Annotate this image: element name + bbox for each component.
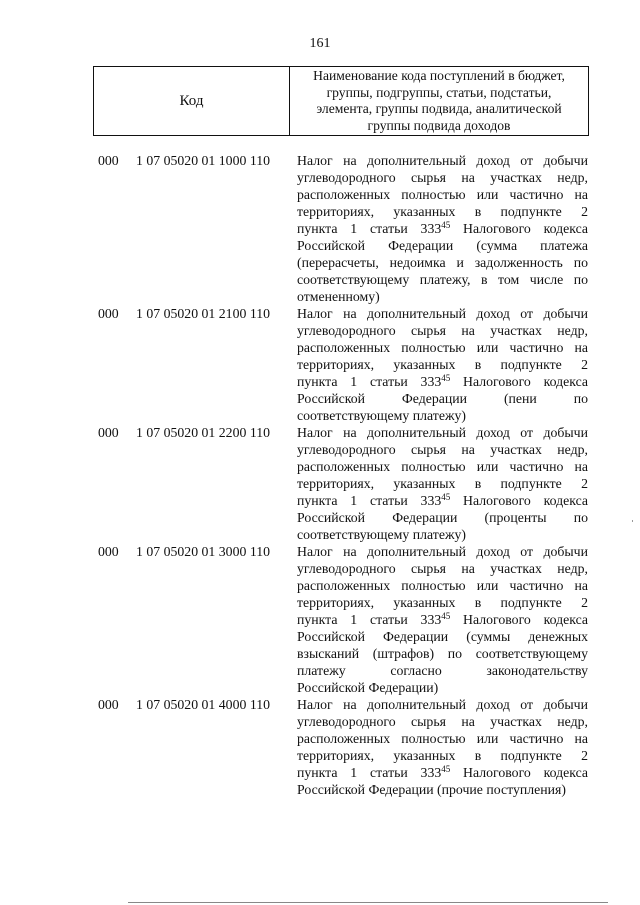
description-line: пункта 1 статьи $333^{45}$ Налогового кодекса	[297, 611, 588, 627]
admin-code: 000	[98, 697, 119, 712]
description-line: Российской Федерации)	[297, 680, 439, 695]
income-description	[297, 543, 588, 696]
description-line: территориях, указанных в подпункте 2	[297, 204, 588, 219]
admin-code: 000	[98, 544, 119, 559]
income-code: 1 07 05020 01 3000 110	[136, 544, 271, 559]
income-code: 1 07 05020 01 2100 110	[136, 306, 271, 321]
description-line: расположенных полностью или частично на	[297, 459, 588, 474]
header-code-column: Код	[94, 67, 290, 135]
table-row	[98, 305, 588, 424]
description-line: углеводородного сырья на участках недр,	[297, 442, 588, 457]
income-description	[297, 305, 588, 424]
income-description	[297, 696, 588, 798]
description-line: расположенных полностью или частично на	[297, 731, 588, 746]
description-line: Российской Федерации (суммы денежных	[297, 629, 588, 644]
description-line: расположенных полностью или частично на	[297, 187, 588, 202]
description-line: пункта 1 статьи $333^{45}$ Налогового кодекса	[297, 764, 588, 780]
description-line: Российской Федерации (пени по	[297, 391, 588, 406]
header-name-line: группы, подгруппы, статьи, подстатьи,	[326, 84, 552, 100]
table-header	[93, 66, 589, 136]
table-row	[98, 424, 588, 543]
table-row	[98, 543, 588, 696]
description-line: пункта 1 статьи $333^{45}$ Налогового кодекса	[297, 220, 588, 236]
description-line: соответствующему платежу)	[297, 408, 466, 423]
description-line: взысканий (штрафов) по соответствующему	[297, 646, 588, 661]
income-description	[297, 424, 588, 543]
income-code-list	[98, 152, 588, 798]
description-line: углеводородного сырья на участках недр,	[297, 170, 588, 185]
description-line: Российской Федерации (проценты по	[297, 510, 588, 525]
description-line: Налог на дополнительный доход от добычи	[297, 153, 588, 168]
description-line: углеводородного сырья на участках недр,	[297, 714, 588, 729]
scan-edge-line	[128, 902, 608, 903]
admin-code: 000	[98, 153, 119, 168]
description-line: территориях, указанных в подпункте 2	[297, 357, 588, 372]
header-name-line: Наименование кода поступлений в бюджет,	[313, 68, 565, 83]
description-line: Российской Федерации (сумма платежа	[297, 238, 588, 253]
header-name-column	[290, 67, 588, 135]
description-line: Российской Федерации (прочие поступления)	[297, 782, 566, 797]
income-description	[297, 152, 588, 305]
description-line: платежу согласно законодательству	[297, 663, 588, 678]
description-line: территориях, указанных в подпункте 2	[297, 748, 588, 763]
description-line: территориях, указанных в подпункте 2	[297, 476, 588, 491]
description-line: Налог на дополнительный доход от добычи	[297, 425, 588, 440]
description-line: территориях, указанных в подпункте 2	[297, 595, 588, 610]
admin-code: 000	[98, 306, 119, 321]
description-line: соответствующему платежу, в том числе по	[297, 272, 588, 287]
description-line: расположенных полностью или частично на	[297, 578, 588, 593]
scan-mark	[632, 520, 633, 522]
income-code: 1 07 05020 01 4000 110	[136, 697, 271, 712]
description-line: пункта 1 статьи $333^{45}$ Налогового кодекса	[297, 373, 588, 389]
description-line: (перерасчеты, недоимка и задолженность по	[297, 255, 588, 270]
header-name-text	[313, 68, 565, 134]
page-number: 161	[309, 36, 331, 51]
header-name-line: группы подвида доходов	[367, 117, 511, 133]
table-row	[98, 152, 588, 305]
description-line: углеводородного сырья на участках недр,	[297, 323, 588, 338]
header-name-line: элемента, группы подвида, аналитической	[316, 101, 562, 116]
description-line: отмененному)	[297, 289, 380, 304]
description-line: соответствующему платежу)	[297, 527, 466, 542]
description-line: пункта 1 статьи $333^{45}$ Налогового кодекса	[297, 492, 588, 508]
admin-code: 000	[98, 425, 119, 440]
description-line: углеводородного сырья на участках недр,	[297, 561, 588, 576]
description-line: Налог на дополнительный доход от добычи	[297, 306, 588, 321]
income-code: 1 07 05020 01 1000 110	[136, 153, 271, 168]
income-code: 1 07 05020 01 2200 110	[136, 425, 271, 440]
description-line: расположенных полностью или частично на	[297, 340, 588, 355]
description-line: Налог на дополнительный доход от добычи	[297, 544, 588, 559]
description-line: Налог на дополнительный доход от добычи	[297, 697, 588, 712]
table-row	[98, 696, 588, 798]
